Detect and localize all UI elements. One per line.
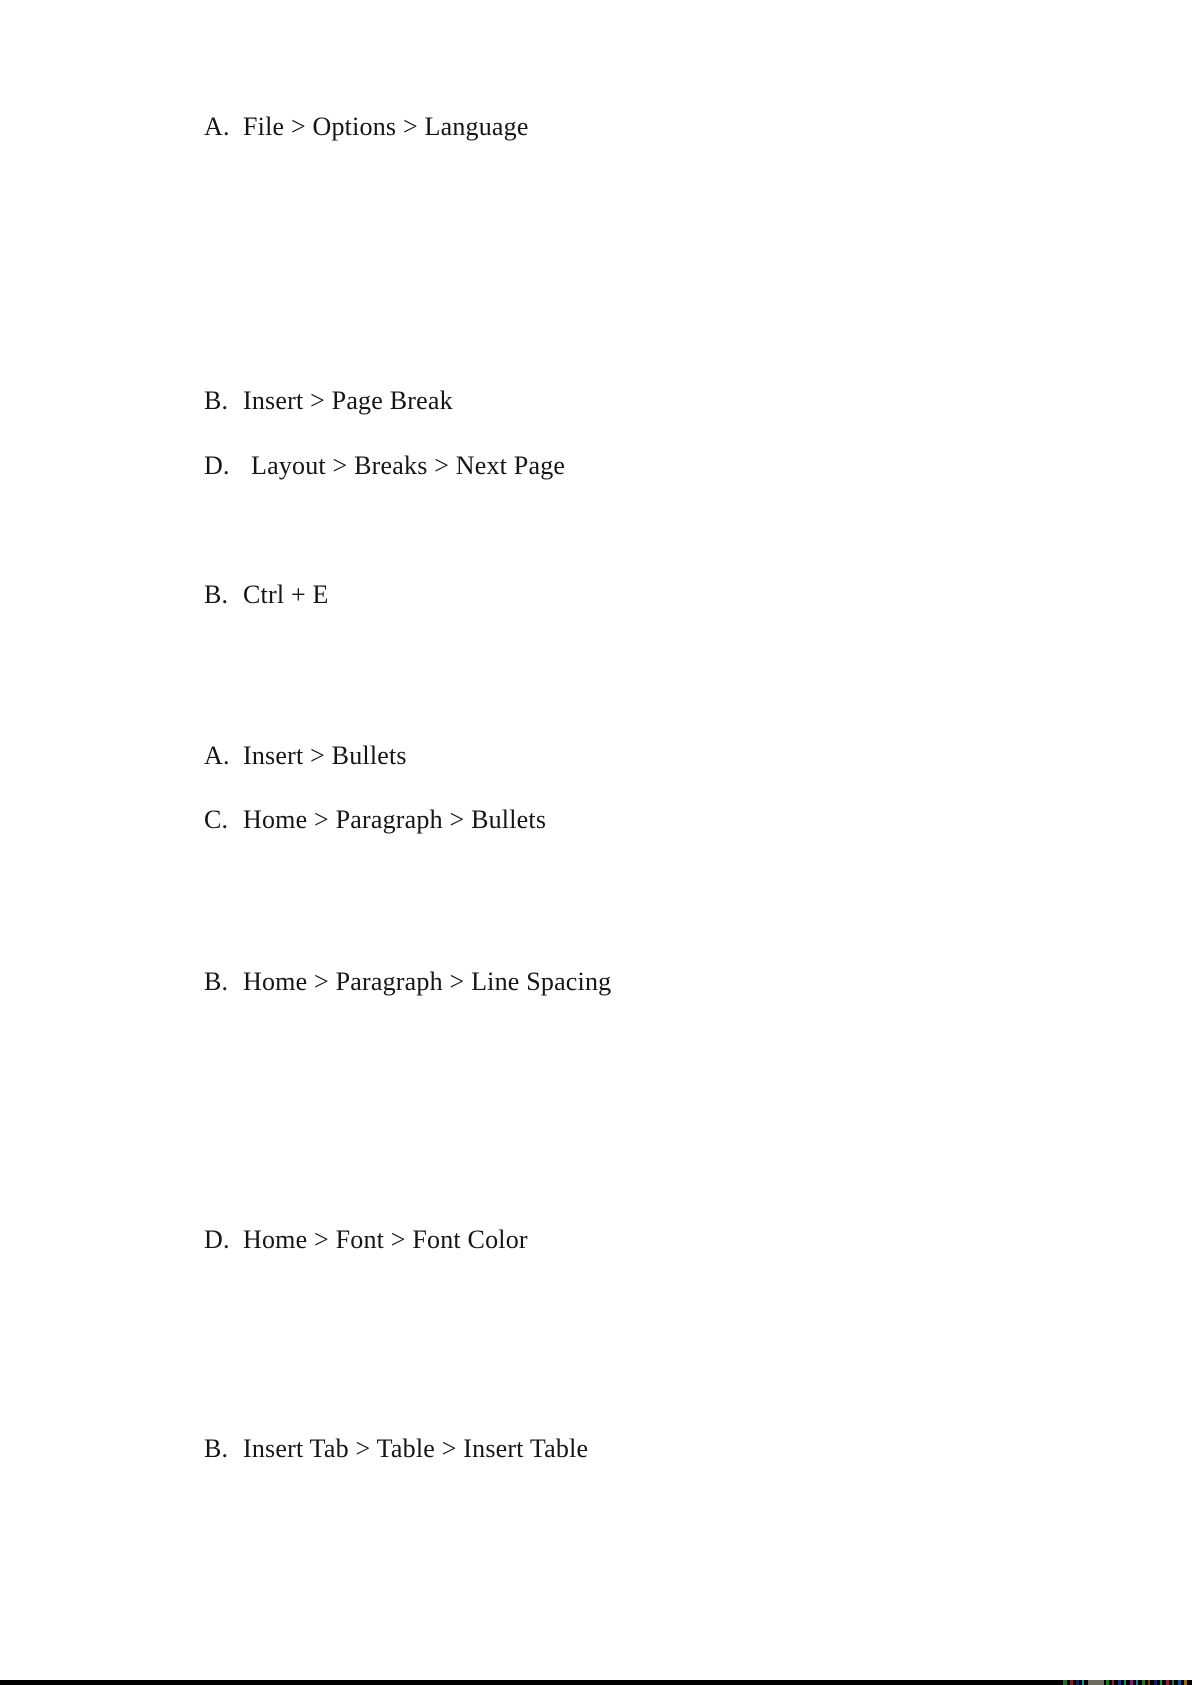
answer-letter: B. (204, 967, 229, 996)
answer-line (204, 739, 407, 773)
answer-line (204, 578, 329, 612)
scan-noise-segment (1112, 1680, 1114, 1685)
page-bottom-edge-artifact (0, 1680, 1192, 1685)
scan-noise-segment (1106, 1680, 1109, 1685)
answer-letter: A. (204, 741, 230, 770)
answer-line (204, 1223, 528, 1257)
scan-noise-segment (1166, 1680, 1169, 1685)
scan-noise-segment (1076, 1680, 1079, 1685)
answer-text: Ctrl + E (243, 580, 329, 609)
answer-line (204, 803, 546, 837)
scan-noise-segment (1124, 1680, 1126, 1685)
answer-line (204, 110, 529, 144)
scan-noise-segment (1118, 1680, 1121, 1685)
scan-noise-segment (1130, 1680, 1133, 1685)
answer-line (204, 1432, 588, 1466)
answer-letter: D. (204, 451, 230, 480)
answer-letter: B. (204, 580, 229, 609)
answer-letter: C. (204, 805, 229, 834)
scan-noise-segment (1154, 1680, 1157, 1685)
answer-letter: B. (204, 386, 229, 415)
scan-noise-segment (1063, 1680, 1067, 1685)
scan-noise-segment (1088, 1680, 1104, 1685)
answer-text: Insert > Page Break (243, 386, 453, 415)
scan-noise-segment (1178, 1680, 1181, 1685)
answer-text: Insert > Bullets (243, 741, 407, 770)
answer-line (204, 965, 611, 999)
answer-text: Home > Paragraph > Line Spacing (243, 967, 612, 996)
answer-letter: D. (204, 1225, 230, 1254)
scan-noise-segment (1136, 1680, 1138, 1685)
answer-line (204, 449, 565, 483)
answer-text: Home > Paragraph > Bullets (243, 805, 547, 834)
answer-text: Insert Tab > Table > Insert Table (243, 1434, 589, 1463)
answer-text: Home > Font > Font Color (243, 1225, 528, 1254)
scan-noise-segment (1172, 1680, 1174, 1685)
scan-noise-segment (1148, 1680, 1150, 1685)
answer-text: File > Options > Language (243, 112, 529, 141)
scan-noise-segment (1160, 1680, 1162, 1685)
scan-noise-segment (1070, 1680, 1073, 1685)
scan-noise-segment (1184, 1680, 1187, 1685)
answer-letter: A. (204, 112, 230, 141)
answer-text: Layout > Breaks > Next Page (251, 451, 566, 480)
scan-noise-segment (1082, 1680, 1084, 1685)
answer-line (204, 384, 453, 418)
answer-letter: B. (204, 1434, 229, 1463)
scan-noise-segment (1142, 1680, 1145, 1685)
